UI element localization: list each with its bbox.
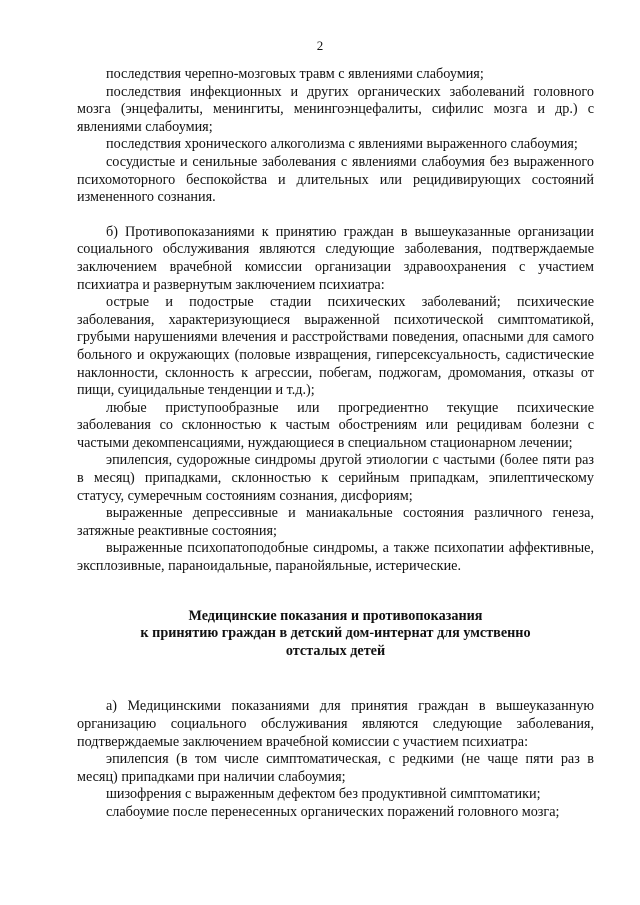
list-item: последствия хронического алкоголизма с явлениями выраженного слабоумия; — [106, 136, 578, 153]
document-body — [77, 66, 594, 822]
list-item: острые и подострые стадии психических заболеваний; психические заболевания, характеризующиеся выраженной психотической симптоматикой, грубыми нарушениями влечения и расстройствами поведения, опасными для самого больного и окружающих (половые извращения, гиперсексуальность, садистические наклонности, склонность к агрессии, побегам, поджогам, дромомания, отказы от пищи, суицидальные тенденции и т.д.); — [77, 294, 594, 399]
list-item: сосудистые и сенильные заболевания с явлениями слабоумия без выраженного психомоторного беспокойства и длительных или рецидивирующих состояний измененного сознания. — [77, 153, 594, 206]
list-item: выраженные психопатоподобные синдромы, а также психопатии аффективные, эксплозивные, параноидальные, паранойяльные, истерические. — [77, 540, 594, 575]
section-indications-list — [77, 66, 594, 207]
page-number: 2 — [316, 38, 324, 53]
heading-line: к принятию граждан в детский дом-интернат для умственно — [140, 625, 531, 642]
indications-intro: а) Медицинскими показаниями для принятия граждан в вышеуказанную организацию социального обслуживания являются следующие заболевания, подтверждаемые заключением врачебной комиссии с участием психиатра: — [77, 698, 594, 750]
list-item: слабоумие после перенесенных органических поражений головного мозга; — [106, 803, 560, 820]
list-item: любые приступообразные или прогредиентно текущие психические заболевания со склонностью к частым обострениям или рецидивам болезни с частыми декомпенсациями, нуждающиеся в специальном стационарном лечении; — [77, 399, 594, 451]
section-heading — [77, 608, 594, 661]
contraindications-intro: б) Противопоказаниями к принятию граждан в вышеуказанные организации социального обслуживания являются следующие заболевания, подтверждаемые заключением врачебной комиссии организации здравоохранения с участием психиатра и развернутым заключением психиатра: — [77, 223, 594, 293]
list-item: последствия черепно-мозговых травм с явлениями слабоумия; — [106, 66, 484, 82]
section-children-indications — [77, 698, 594, 821]
list-item: выраженные депрессивные и маниакальные состояния различного генеза, затяжные реактивные состояния; — [77, 505, 594, 539]
list-item: шизофрения с выраженным дефектом без продуктивной симптоматики; — [106, 786, 541, 803]
list-item: последствия инфекционных и других органических заболеваний головного мозга (энцефалиты, менингиты, менингоэнцефалиты, сифилис мозга и др.) с явлениями слабоумия; — [77, 83, 594, 135]
heading-line: Медицинские показания и противопоказания — [188, 607, 483, 624]
section-contraindications — [77, 224, 594, 576]
heading-line: отсталых детей — [285, 642, 386, 659]
list-item: эпилепсия (в том числе симптоматическая, с редкими (не чаще пяти раз в месяц) припадками при наличии слабоумия; — [77, 751, 594, 785]
list-item: эпилепсия, судорожные синдромы другой этиологии с частыми (более пяти раз в месяц) припадками, склонностью к серийным припадкам, эпилептическому статусу, сумеречным состояниям сознания, дисфориям; — [77, 452, 594, 504]
